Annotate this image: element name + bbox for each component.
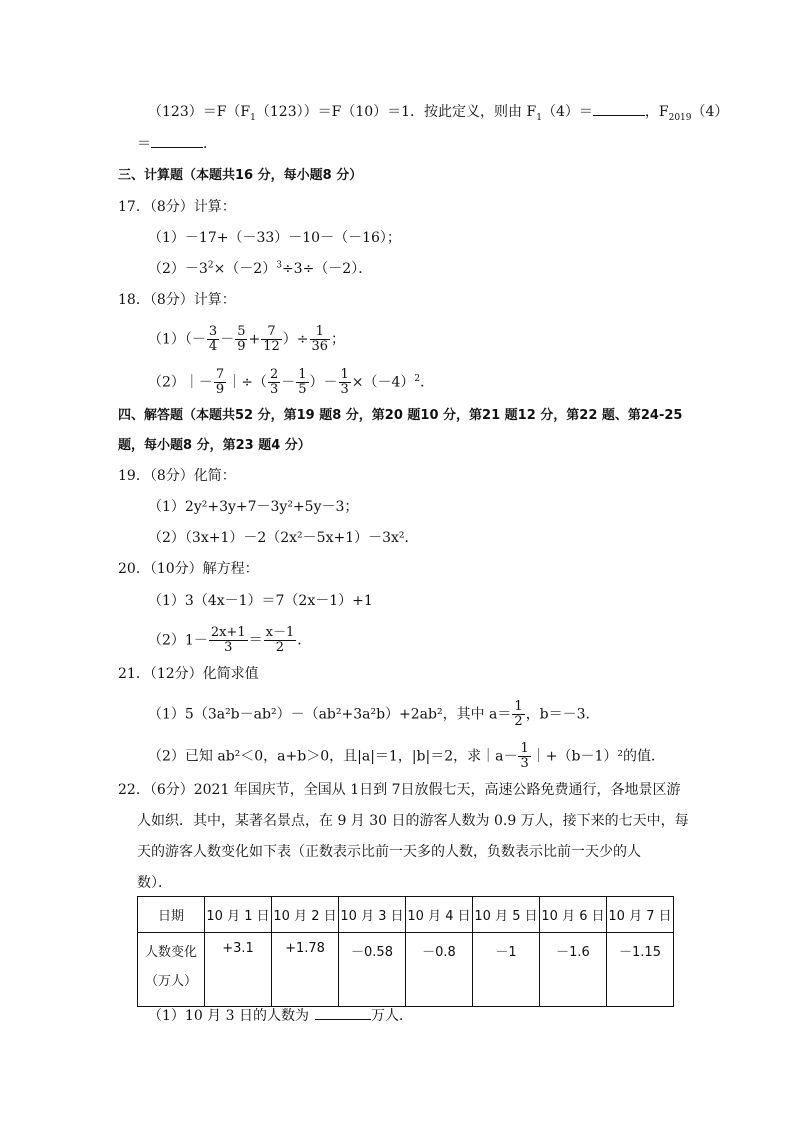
- q22-text-line-3: 天的游客人数变化如下表（正数表示比前一天多的人数，负数表示比前一天少的人: [137, 844, 641, 860]
- q20-part-2: （2）1－ $\frac{2x+1}{3}$ ＝ $\frac{x-1}{2}$ ．: [148, 625, 312, 655]
- q17-part-1: （1）－17+（－33）－10－（－16）；: [148, 230, 401, 246]
- fraction: $\frac{1}{3}$: [520, 741, 529, 771]
- visitor-change-table: [137, 896, 674, 1007]
- table-date-cell: 10 月 6 日: [540, 897, 607, 933]
- table-value-cell: －1.6: [540, 933, 607, 1007]
- table-date-cell: 10 月 3 日: [339, 897, 406, 933]
- q19-heading: 19．（8分）化简：: [118, 468, 236, 484]
- fraction: $\frac{5}{9}$: [237, 324, 246, 354]
- q21-heading: 21．（12分）化简求值: [118, 666, 259, 682]
- fraction: $\frac{2}{3}$: [269, 367, 279, 397]
- section-4-heading-line-1: 四、解答题（本题共52 分，第19 题8 分，第20 题10 分，第21 题12 分，第22 题、第24-25: [118, 408, 683, 423]
- table-row-label: 人数变化 （万人）: [138, 933, 205, 1007]
- table-date-cell: 10 月 2 日: [272, 897, 339, 933]
- fraction: $\frac{7}{9}$: [215, 367, 225, 397]
- table-header-cell: 日期: [138, 897, 205, 933]
- q22-text-line-1: 22．（6分）2021 年国庆节，全国从 1日到 7日放假七天，高速公路免费通行，各地景区游: [118, 782, 681, 798]
- q20-part-1: （1）3（4x－1）＝7（2x－1）+1: [148, 593, 373, 609]
- table-row: [138, 933, 674, 1007]
- section-3-heading: 三、计算题（本题共16 分，每小题8 分）: [118, 168, 363, 183]
- fraction: $\frac{x-1}{2}$: [265, 625, 295, 655]
- fraction: $\frac{1}{36}$: [311, 324, 329, 354]
- q19-part-2: （2）（3x+1）－2（2x²－5x+1）－3x²．: [148, 530, 419, 546]
- table-value-cell: －0.8: [406, 933, 473, 1007]
- table-date-cell: 10 月 5 日: [473, 897, 540, 933]
- q17-heading: 17．（8分）计算：: [118, 199, 236, 215]
- table-date-cell: 10 月 7 日: [607, 897, 674, 933]
- fraction: $\frac{3}{4}$: [208, 324, 218, 354]
- fraction: $\frac{2x+1}{3}$: [210, 625, 246, 655]
- q18-part-2: （2）｜－ $\frac{7}{9}$ ｜÷（ $\frac{2}{3}$ － $\frac{1}{5}$ ）－ $\frac{1}{3}$ $\times(-4)^2$．: [148, 367, 435, 397]
- table-date-cell: 10 月 4 日: [406, 897, 473, 933]
- q18-heading: 18．（8分）计算：: [118, 292, 236, 308]
- intro-line-1: $(123)=F(F_1(123))=F(10)=1$．按此定义，则由 $F_1(4)=$ ，$F_{2019}(4)$: [148, 104, 729, 123]
- table-value-cell: +3.1: [205, 933, 272, 1007]
- q20-heading: 20．（10分）解方程：: [118, 561, 259, 577]
- fraction: $\frac{1}{5}$: [298, 367, 307, 397]
- q22-text-line-2: 人如织．其中，某著名景点，在 9 月 30 日的游客人数为 0.9 万人，接下来的七天中，每: [137, 813, 689, 829]
- table-value-cell: －1: [473, 933, 540, 1007]
- intro-line-2: ＝ ．: [137, 136, 217, 152]
- answer-blank: [593, 103, 645, 116]
- q18-part-1: （1）（－ $\frac{3}{4}$ － $\frac{5}{9}$ + $\frac{7}{12}$ ）÷ $\frac{1}{36}$ ；: [148, 324, 346, 354]
- table-value-cell: －0.58: [339, 933, 406, 1007]
- table-value-cell: +1.78: [272, 933, 339, 1007]
- q19-part-1: （1）2y²+3y+7－3y²+5y－3；: [148, 499, 359, 515]
- q17-part-2: $(2)-3^2\times(-2)^3\div 3\div(-2)$．: [148, 260, 373, 277]
- fraction: $\frac{7}{12}$: [263, 324, 280, 354]
- answer-blank: [151, 135, 203, 148]
- q22-text-line-4: 数）．: [137, 875, 172, 891]
- q21-part-2: （2）已知 ab²＜0，a+b＞0，且|a|＝1，|b|＝2，求｜a－ $\frac{1}{3}$ ｜+（b－1）²的值．: [148, 741, 665, 771]
- fraction: $\frac{1}{3}$: [340, 367, 349, 397]
- fraction: $\frac{1}{2}$: [514, 699, 523, 729]
- table-header-row: [138, 897, 674, 933]
- q22-subquestion-1: （1）10 月 3 日的人数为 万人．: [148, 1008, 413, 1024]
- q21-part-1: （1）5（3a²b－ab²）－（ab²+3a²b）+2ab²，其中 a＝ $\frac{1}{2}$ ，b＝－3．: [148, 699, 600, 729]
- table-date-cell: 10 月 1 日: [205, 897, 272, 933]
- table-value-cell: －1.15: [607, 933, 674, 1007]
- section-4-heading-line-2: 题，每小题8 分，第23 题4 分）: [118, 438, 311, 453]
- answer-blank: [315, 1007, 371, 1020]
